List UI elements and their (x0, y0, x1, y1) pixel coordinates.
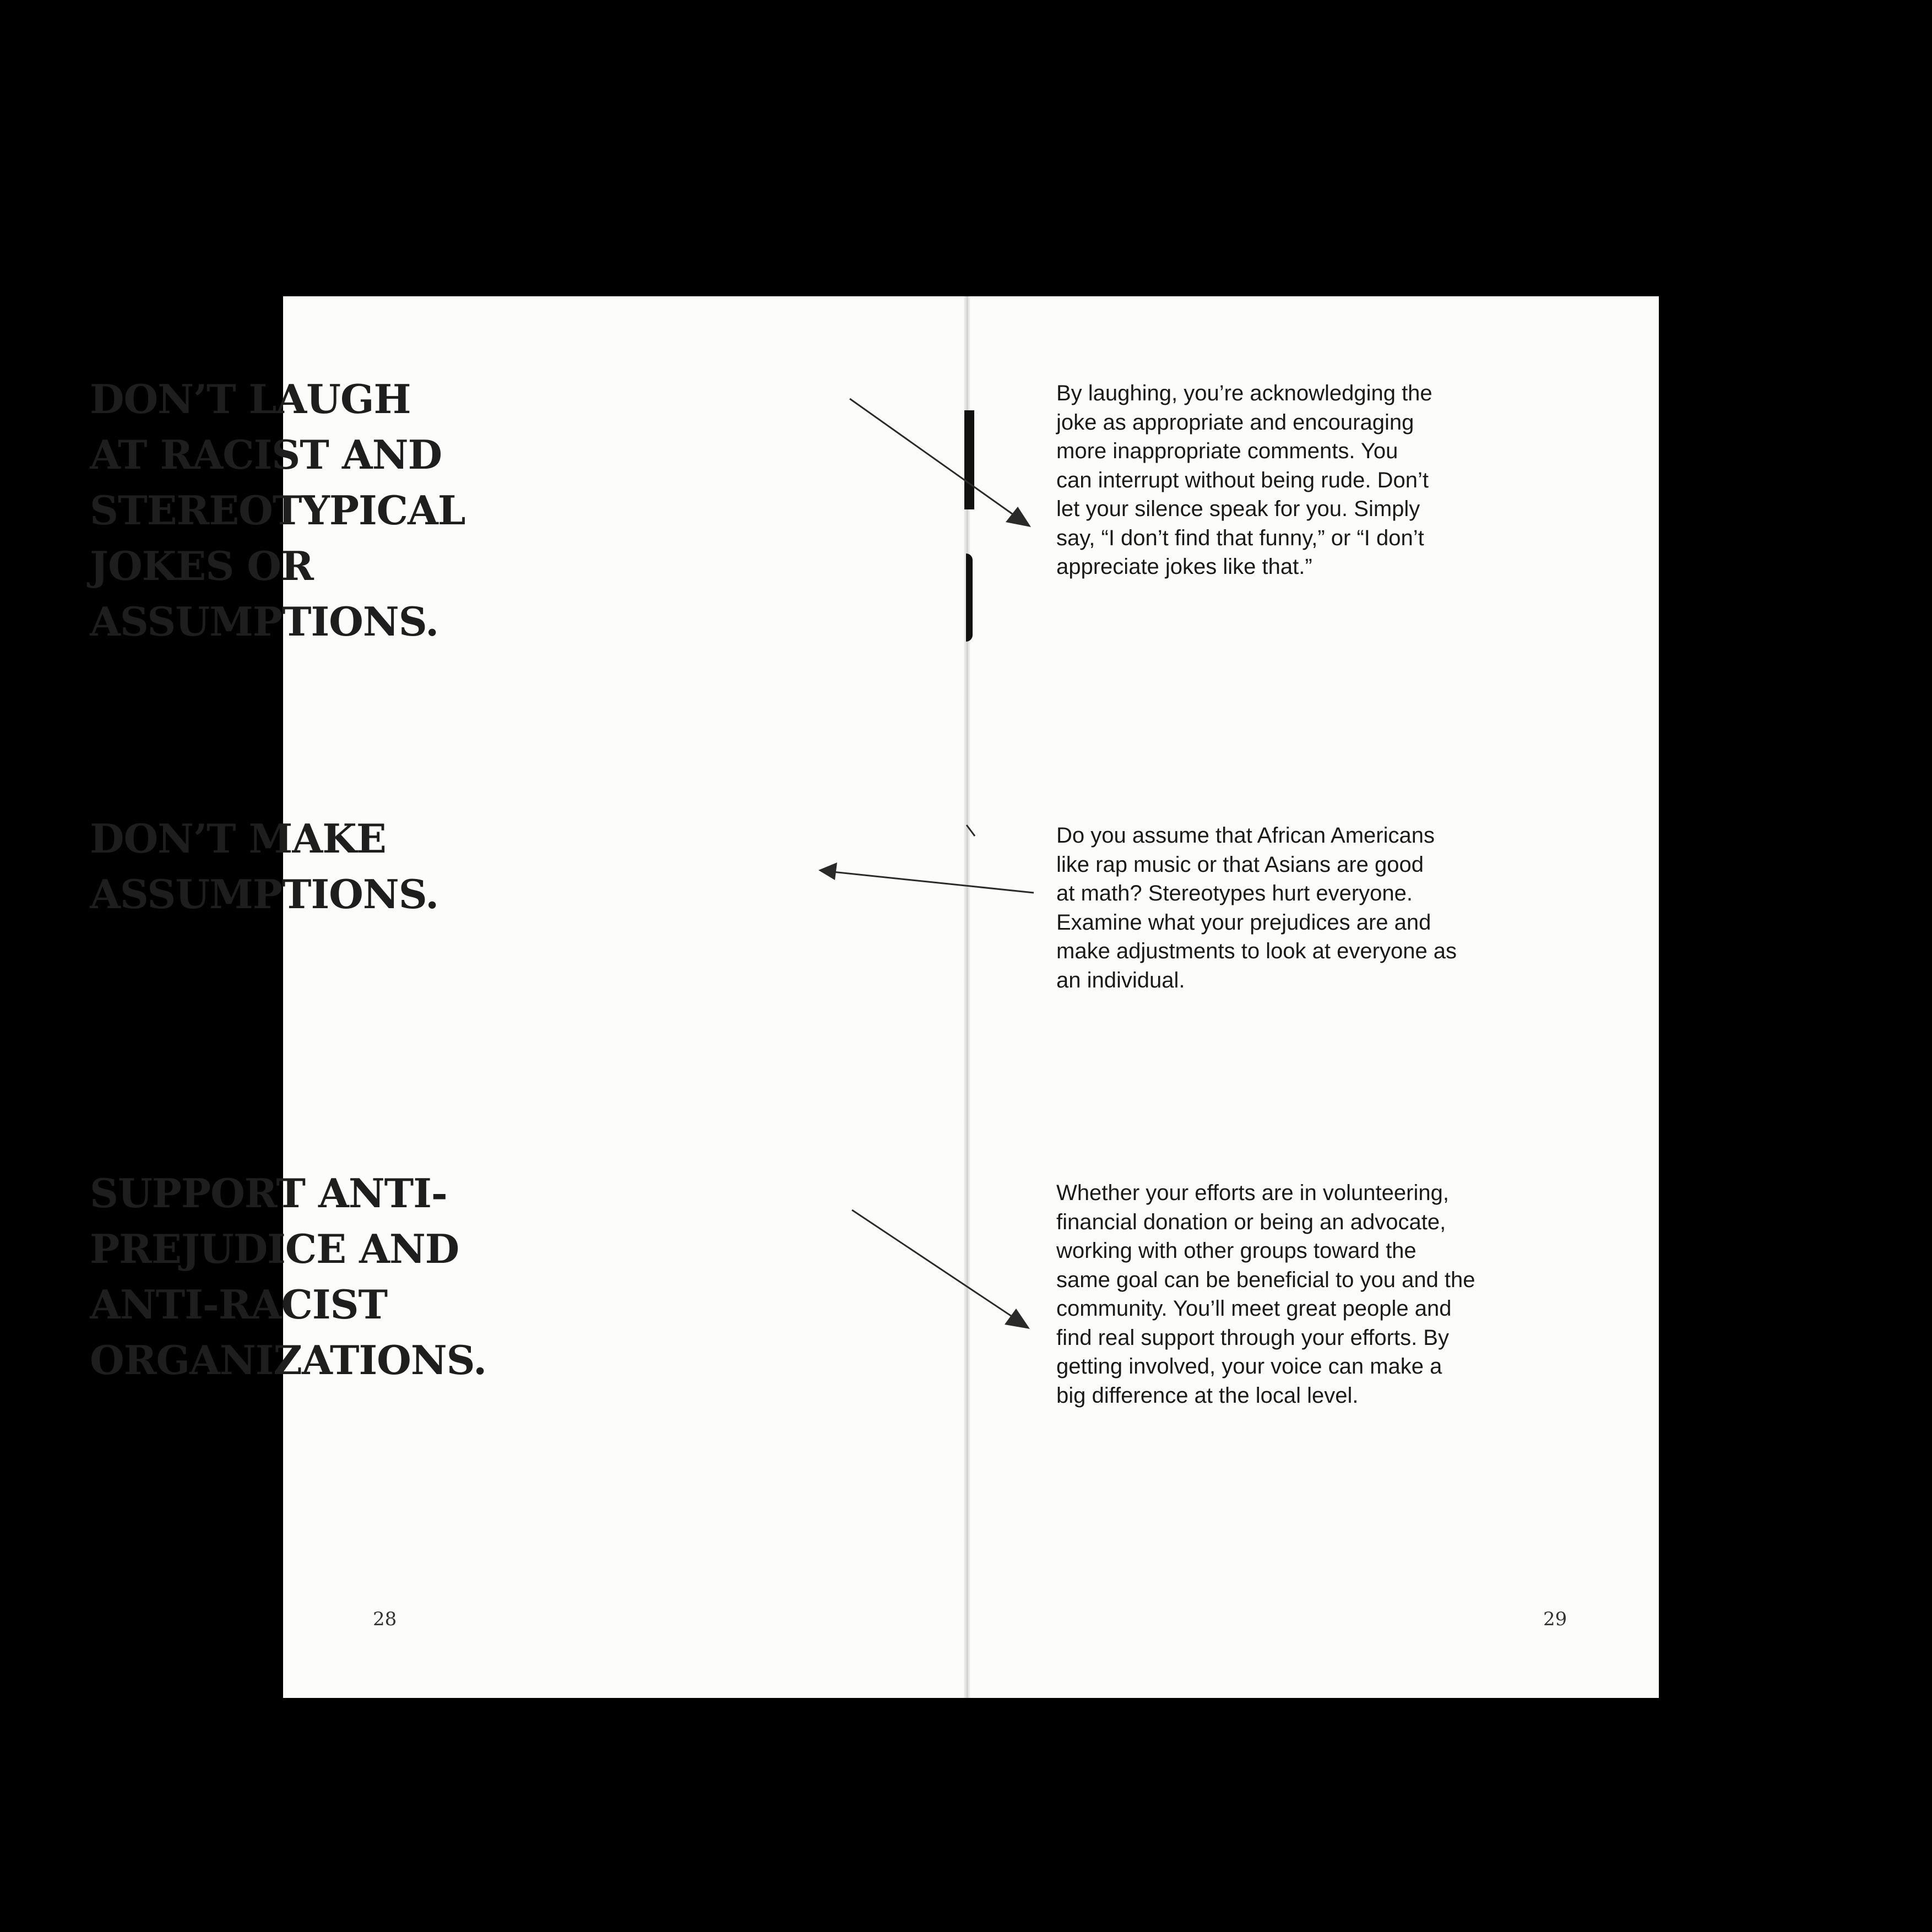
heading-line: ASSUMPTIONS. (90, 871, 439, 918)
paragraph-line: By laughing, you’re acknowledging the (1056, 381, 1432, 405)
paragraph-line: find real support through your efforts. By (1056, 1325, 1449, 1350)
paragraph-line: at math? Stereotypes hurt everyone. (1056, 881, 1413, 905)
heading-line: ANTI-RACIST (90, 1281, 388, 1328)
paragraph-line: more inappropriate comments. You (1056, 439, 1398, 463)
heading-line: ASSUMPTIONS. (90, 598, 439, 645)
paragraph-line: community. You’ll meet great people and (1056, 1296, 1452, 1321)
heading-line: DON’T MAKE (90, 815, 386, 862)
paragraph-line: make adjustments to look at everyone as (1056, 939, 1457, 963)
arrow-left-icon (818, 862, 1034, 893)
paragraph-line: let your silence speak for you. Simply (1056, 497, 1420, 521)
paragraph-line: financial donation or being an advocate, (1056, 1209, 1446, 1234)
page-number-right: 29 (1543, 1608, 1567, 1630)
paragraph-line: say, “I don’t find that funny,” or “I don’t (1056, 525, 1424, 550)
paragraph-line: big difference at the local level. (1056, 1383, 1359, 1408)
heading-line: AT RACIST AND (90, 431, 442, 478)
arrow-right-down-icon (850, 399, 1031, 527)
heading-line: ORGANIZATIONS. (90, 1337, 487, 1383)
heading-line: SUPPORT ANTI- (90, 1170, 447, 1217)
heading-line: JOKES OR (90, 542, 313, 589)
heading-line: DON’T LAUGH (90, 376, 411, 422)
paragraph-line: can interrupt without being rude. Don’t (1056, 468, 1429, 492)
arrow-right-down-icon (852, 1210, 1030, 1329)
paragraph-line: Examine what your prejudices are and (1056, 910, 1431, 935)
paragraph-line: like rap music or that Asians are good (1056, 852, 1424, 877)
paragraph-line: working with other groups toward the (1056, 1239, 1417, 1263)
paragraph-line: joke as appropriate and encouraging (1056, 410, 1414, 435)
paragraph-line: Whether your efforts are in volunteering, (1056, 1181, 1449, 1205)
page-number-left: 28 (373, 1608, 397, 1630)
heading-line: PREJUDICE AND (90, 1225, 459, 1272)
paragraph-line: an individual. (1056, 968, 1185, 992)
paragraph-line: getting involved, your voice can make a (1056, 1354, 1442, 1379)
paragraph-line: appreciate jokes like that.” (1056, 555, 1312, 579)
paragraph-line: Do you assume that African Americans (1056, 823, 1435, 848)
heading-line: STEREOTYPICAL (90, 487, 465, 534)
paragraph-line: same goal can be beneficial to you and the (1056, 1267, 1475, 1292)
gutter-tick (967, 825, 975, 836)
